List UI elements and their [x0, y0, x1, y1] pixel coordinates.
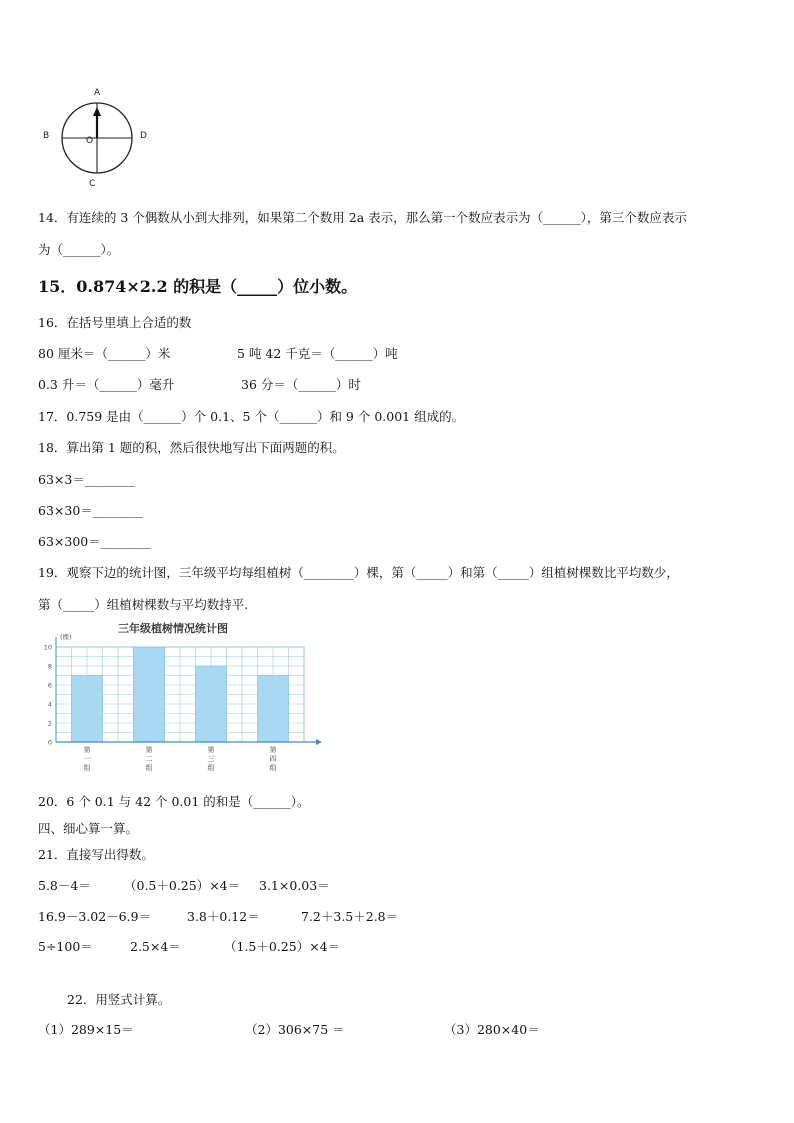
question-21-r2-a: 16.9－3.02－6.9＝ [38, 909, 152, 924]
question-19-line-1: 19．观察下边的统计图，三年级平均每组植树（________）棵，第（_____）和第（_____）组植树棵数比平均数少， [38, 565, 679, 580]
question-22-item-1: （1）289×15＝ [38, 1022, 134, 1037]
chart-y-tick-label: 0 [47, 738, 52, 747]
question-22-item-2: （2）306×75 ＝ [245, 1022, 345, 1037]
tree-planting-chart [38, 618, 328, 783]
chart-y-tick-label: 6 [47, 681, 52, 690]
question-21-title: 21．直接写出得数。 [38, 847, 154, 862]
compass-label-c: C [89, 179, 96, 189]
question-20: 20．6 个 0.1 与 42 个 0.01 的和是（______）。 [38, 794, 310, 809]
question-14-line-1: 14．有连续的 3 个偶数从小到大排列，如果第二个数用 2a 表示，那么第一个数应表示为（______），第三个数应表示 [38, 210, 687, 225]
question-16-item-a: 80 厘米＝（______）米 [38, 346, 171, 361]
chart-x-tick-label: 第四组 [269, 746, 277, 772]
question-21-r3-c: （1.5＋0.25）×4＝ [224, 939, 341, 954]
chart-bar [72, 676, 103, 743]
question-21-r1-a: 5.8－4＝ [38, 878, 91, 893]
question-21-r3-a: 5÷100＝ [38, 939, 93, 954]
chart-x-tick-label: 第一组 [83, 746, 91, 772]
chart-bar [134, 647, 165, 742]
question-16-item-b: 5 吨 42 千克＝（______）吨 [237, 346, 398, 361]
question-18-item-2: 63×30＝________ [38, 503, 143, 518]
compass-label-o: O [86, 136, 94, 146]
chart-bar [196, 666, 227, 742]
question-21-r2-c: 7.2＋3.5＋2.8＝ [301, 909, 399, 924]
question-21-r1-c: 3.1×0.03＝ [259, 878, 330, 893]
chart-x-tick-label: 第二组 [145, 746, 153, 772]
chart-x-tick-label: 第三组 [207, 746, 215, 772]
question-17: 17．0.759 是由（______）个 0.1、5 个（______）和 9 个 0.001 组成的。 [38, 409, 465, 424]
question-18-item-1: 63×3＝________ [38, 472, 135, 487]
compass-label-a: A [94, 88, 101, 98]
question-16-title: 16．在括号里填上合适的数 [38, 315, 192, 330]
compass-diagram [38, 86, 158, 196]
chart-y-tick-label: 2 [47, 719, 52, 728]
chart-y-tick-label: 4 [47, 700, 52, 709]
question-19-line-2: 第（_____）组植树棵数与平均数持平. [38, 597, 249, 612]
question-22-item-3: （3）280×40＝ [444, 1022, 540, 1037]
compass-label-d: D [140, 131, 147, 141]
compass-arrow-head [93, 107, 101, 116]
question-21-r2-b: 3.8＋0.12＝ [187, 909, 260, 924]
question-15: 15．0.874×2.2 的积是（_____）位小数。 [38, 277, 358, 296]
chart-y-tick-label: 10 [43, 643, 52, 652]
compass-label-b: B [43, 131, 50, 141]
chart-x-axis-arrow [316, 739, 322, 745]
chart-bar [258, 676, 289, 743]
chart-y-tick-label: 8 [47, 662, 52, 671]
chart-title: 三年级植树情况统计图 [118, 622, 228, 635]
section-4-heading: 四、细心算一算。 [38, 821, 139, 836]
question-21-r3-b: 2.5×4＝ [130, 939, 181, 954]
question-16-item-d: 36 分＝（______）时 [241, 377, 361, 392]
question-18-title: 18．算出第 1 题的积，然后很快地写出下面两题的积。 [38, 440, 345, 455]
question-22-title: 22．用竖式计算。 [67, 992, 171, 1007]
question-21-r1-b: （0.5＋0.25）×4＝ [124, 878, 241, 893]
chart-y-axis-label: (棵) [60, 633, 72, 641]
question-18-item-3: 63×300＝________ [38, 534, 151, 549]
question-14-line-2: 为（______）。 [38, 242, 120, 257]
question-16-item-c: 0.3 升＝（______）毫升 [38, 377, 175, 392]
compass-svg [38, 86, 158, 196]
